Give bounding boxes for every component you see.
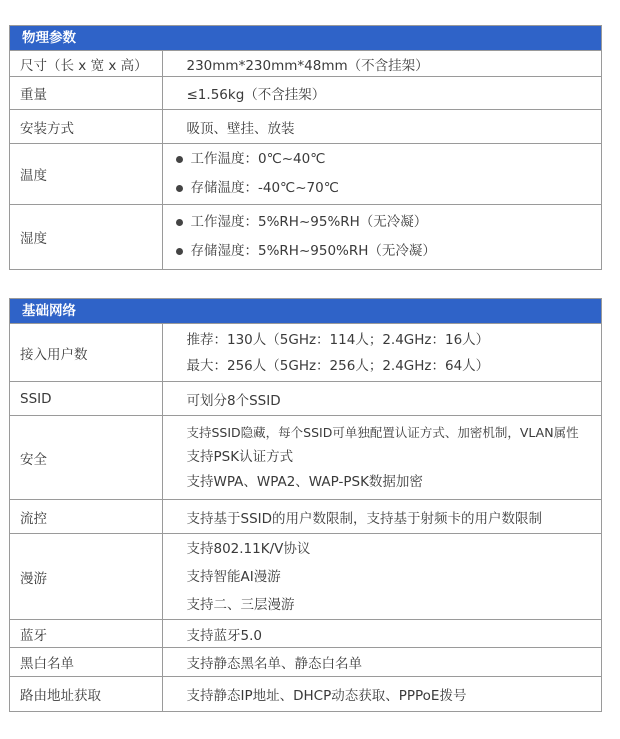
table-row — [10, 324, 601, 382]
row-label-blackwhite-list: 黑白名单 — [10, 648, 162, 677]
row-value: 吸顶、壁挂、放装 — [186, 120, 295, 137]
row-value: 支持蓝牙5.0 — [186, 627, 262, 644]
bullet-icon — [176, 219, 183, 226]
row-value: 支持802.11K/V协议 — [186, 540, 311, 557]
row-value: 支持智能AI漫游 — [186, 568, 281, 585]
row-value: 支持静态IP地址、DHCP动态获取、PPPoE拨号 — [186, 687, 467, 704]
table-row — [10, 144, 601, 205]
row-value: 支持PSK认证方式 — [186, 449, 294, 465]
table-row — [10, 382, 601, 416]
row-value: 存储湿度：5%RH~950%RH（无冷凝） — [190, 242, 436, 259]
table-row — [10, 534, 601, 620]
row-value: 工作湿度：5%RH~95%RH（无冷凝） — [190, 213, 428, 230]
row-label-temperature: 温度 — [10, 144, 162, 205]
table-row — [10, 620, 601, 648]
table-row — [10, 677, 601, 711]
row-value: 支持静态黑名单、静态白名单 — [186, 656, 362, 672]
row-label-mounting: 安装方式 — [10, 110, 162, 144]
table-row — [10, 77, 601, 110]
table-row — [10, 500, 601, 534]
table-row — [10, 110, 601, 144]
row-label-size: 尺寸（长 x 宽 x 高） — [10, 51, 162, 77]
row-label-humidity: 湿度 — [10, 205, 162, 269]
table-row — [10, 205, 601, 269]
section-title: 基础网络 — [10, 299, 601, 323]
row-label-ssid: SSID — [10, 382, 162, 416]
bullet-icon — [176, 248, 183, 255]
table-row — [10, 51, 601, 77]
section-title: 物理参数 — [10, 26, 601, 50]
row-value: 支持SSID隐藏，每个SSID可单独配置认证方式、加密机制，VLAN属性 — [186, 425, 579, 440]
row-label-routing-address: 路由地址获取 — [10, 677, 162, 711]
row-label-users: 接入用户数 — [10, 324, 162, 382]
bullet-icon — [176, 185, 183, 192]
row-value: ≤1.56kg（不含挂架） — [186, 87, 326, 103]
bullet-icon — [176, 156, 183, 163]
table-row — [10, 416, 601, 500]
physical-params-table — [9, 25, 602, 270]
row-label-flow-control: 流控 — [10, 500, 162, 534]
row-value: 存储温度：-40℃~70℃ — [190, 180, 339, 196]
row-label-roaming: 漫游 — [10, 534, 162, 620]
basic-network-table — [9, 298, 602, 712]
row-value: 最大：256人（5GHz：256人；2.4GHz：64人） — [186, 357, 490, 374]
table-row — [10, 648, 601, 677]
row-value: 可划分8个SSID — [186, 392, 281, 409]
row-value: 230mm*230mm*48mm（不含挂架） — [186, 57, 429, 74]
row-value: 支持WPA、WPA2、WAP-PSK数据加密 — [186, 474, 423, 490]
row-label-bluetooth: 蓝牙 — [10, 620, 162, 648]
row-label-weight: 重量 — [10, 77, 162, 110]
row-value: 支持基于SSID的用户数限制，支持基于射频卡的用户数限制 — [186, 510, 543, 527]
row-value: 工作温度：0℃~40℃ — [190, 151, 326, 167]
row-value: 支持二、三层漫游 — [186, 596, 295, 613]
row-label-security: 安全 — [10, 416, 162, 500]
row-value: 推荐：130人（5GHz：114人；2.4GHz：16人） — [186, 331, 490, 348]
